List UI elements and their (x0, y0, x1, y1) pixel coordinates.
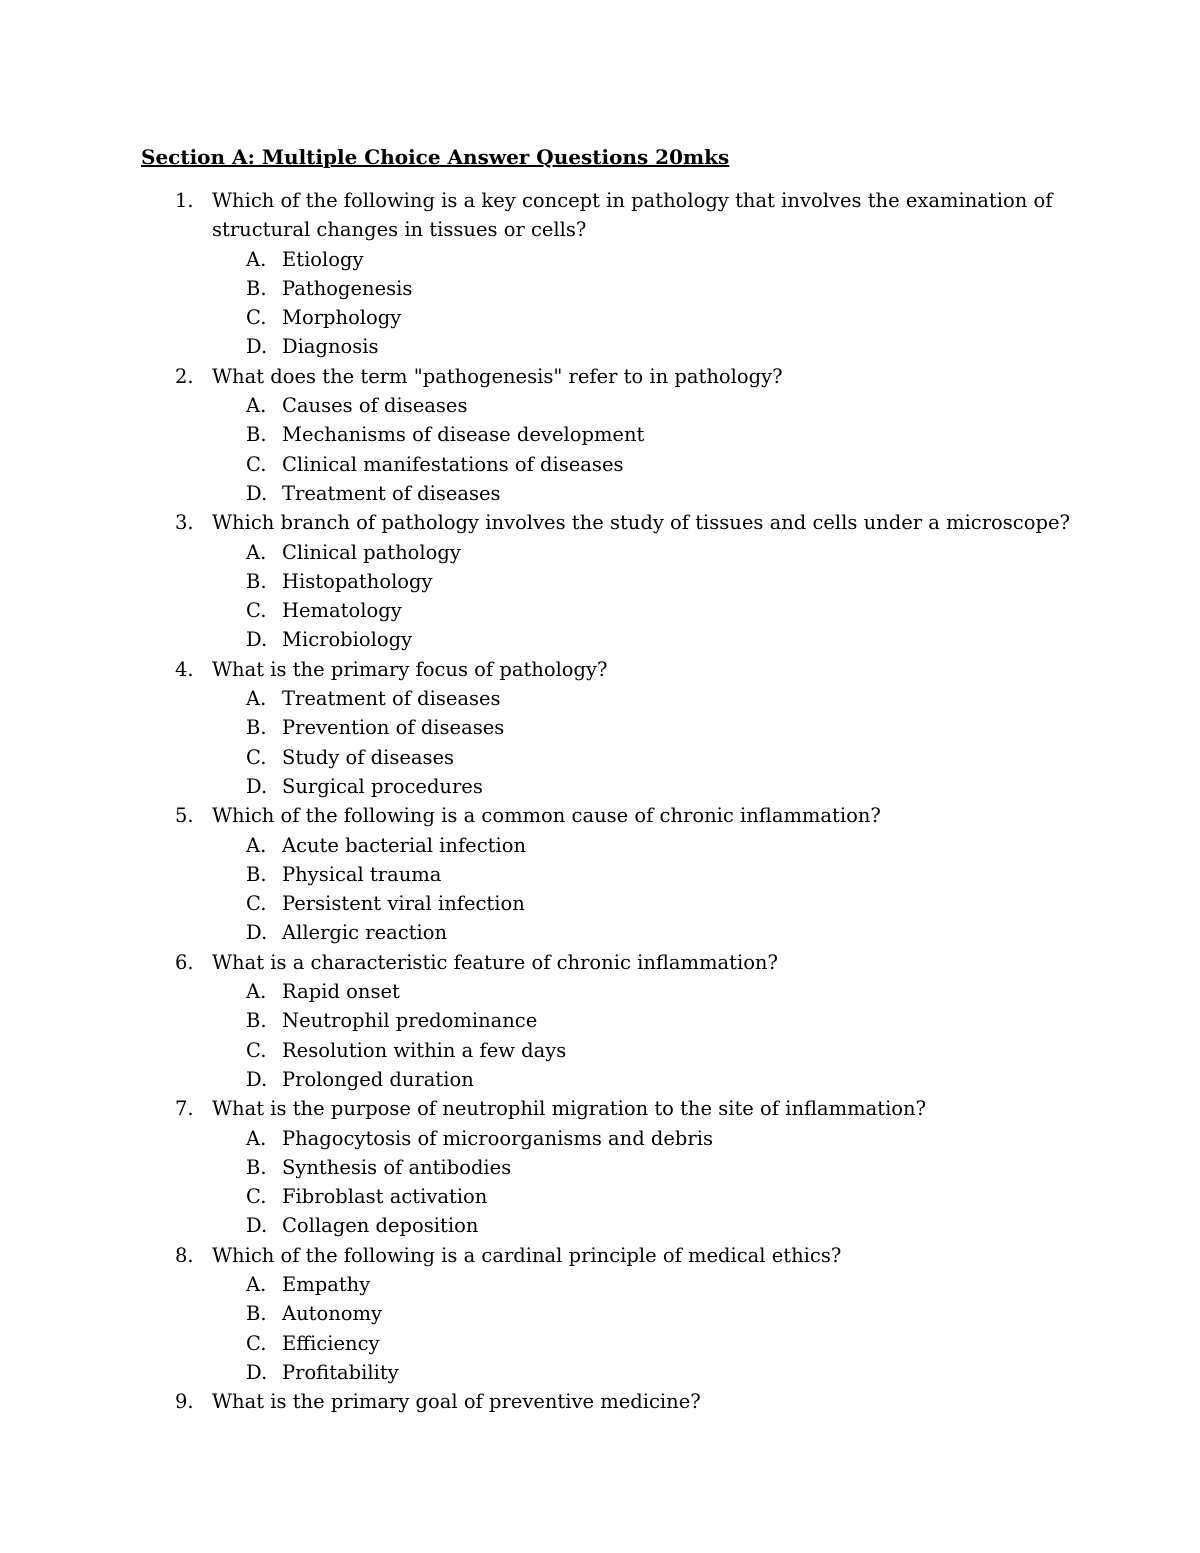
answer-option (0, 274, 1200, 303)
question-number: 7. (175, 1097, 194, 1121)
question-number: 8. (175, 1243, 194, 1267)
option-letter: D. (246, 628, 268, 652)
option-text: Clinical manifestations of diseases (282, 452, 624, 476)
option-letter: B. (246, 716, 267, 740)
question-number: 3. (175, 511, 194, 535)
answer-option (0, 1124, 1200, 1153)
option-text: Diagnosis (282, 335, 379, 359)
option-letter: C. (246, 745, 267, 769)
option-letter: C. (246, 892, 267, 916)
option-letter: A. (246, 980, 267, 1004)
option-text: Collagen deposition (282, 1214, 479, 1238)
answer-option (0, 831, 1200, 860)
question-item (0, 948, 1200, 1094)
option-text: Physical trauma (282, 862, 442, 886)
option-text: Etiology (282, 247, 364, 271)
question-text: Which of the following is a common cause of chronic inflammation? (212, 804, 881, 828)
option-letter: B. (246, 423, 267, 447)
option-letter: A. (246, 833, 267, 857)
question-line (0, 1241, 1200, 1270)
question-text: What is a characteristic feature of chronic inflammation? (212, 950, 778, 974)
question-line (0, 655, 1200, 684)
answer-option (0, 772, 1200, 801)
answer-option (0, 1358, 1200, 1387)
option-letter: A. (246, 1126, 267, 1150)
answer-option (0, 1211, 1200, 1240)
answer-option (0, 1065, 1200, 1094)
answer-option (0, 625, 1200, 654)
question-item (0, 1241, 1200, 1387)
question-text: What does the term "pathogenesis" refer to in pathology? (212, 364, 783, 388)
option-letter: A. (246, 247, 267, 271)
option-text: Acute bacterial infection (282, 833, 527, 857)
option-text: Prevention of diseases (282, 716, 505, 740)
option-text: Causes of diseases (282, 394, 468, 418)
option-text: Treatment of diseases (282, 481, 501, 505)
option-text: Autonomy (282, 1302, 383, 1326)
option-letter: A. (246, 394, 267, 418)
section-title: Section A: Multiple Choice Answer Questions 20mks (141, 145, 730, 169)
option-text: Neutrophil predominance (282, 1009, 538, 1033)
option-text: Clinical pathology (282, 540, 461, 564)
question-text: What is the purpose of neutrophil migration to the site of inflammation? (212, 1097, 927, 1121)
question-line (0, 1387, 1200, 1416)
question-line (0, 1094, 1200, 1123)
question-text: Which branch of pathology involves the study of tissues and cells under a microscope? (212, 511, 1070, 535)
option-text: Resolution within a few days (282, 1038, 567, 1062)
answer-option (0, 1006, 1200, 1035)
answer-option (0, 743, 1200, 772)
question-text: What is the primary focus of pathology? (212, 657, 608, 681)
option-text: Phagocytosis of microorganisms and debris (282, 1126, 713, 1150)
option-letter: C. (246, 306, 267, 330)
answer-option (0, 245, 1200, 274)
answer-option (0, 1153, 1200, 1182)
option-letter: B. (246, 569, 267, 593)
option-letter: B. (246, 276, 267, 300)
option-text: Microbiology (282, 628, 413, 652)
option-text: Synthesis of antibodies (282, 1155, 512, 1179)
option-letter: D. (246, 1067, 268, 1091)
question-item (0, 801, 1200, 947)
option-letter: C. (246, 1185, 267, 1209)
option-letter: D. (246, 335, 268, 359)
answer-option (0, 567, 1200, 596)
option-text: Morphology (282, 306, 402, 330)
question-line (0, 186, 1200, 215)
option-text: Profitability (282, 1360, 399, 1384)
option-letter: A. (246, 687, 267, 711)
question-text: What is the primary goal of preventive medicine? (212, 1390, 701, 1414)
answer-option (0, 538, 1200, 567)
answer-option (0, 1036, 1200, 1065)
question-text: structural changes in tissues or cells? (212, 218, 587, 242)
answer-option (0, 918, 1200, 947)
option-letter: D. (246, 1214, 268, 1238)
option-letter: D. (246, 921, 268, 945)
answer-option (0, 1182, 1200, 1211)
option-letter: C. (246, 1331, 267, 1355)
answer-option (0, 977, 1200, 1006)
answer-option (0, 332, 1200, 361)
question-item (0, 186, 1200, 362)
option-text: Study of diseases (282, 745, 455, 769)
question-line (0, 801, 1200, 830)
answer-option (0, 889, 1200, 918)
option-letter: C. (246, 599, 267, 623)
answer-option (0, 1329, 1200, 1358)
question-item (0, 655, 1200, 801)
answer-option (0, 684, 1200, 713)
option-letter: B. (246, 1302, 267, 1326)
option-text: Surgical procedures (282, 774, 483, 798)
option-letter: D. (246, 1360, 268, 1384)
option-text: Rapid onset (282, 980, 400, 1004)
answer-option (0, 1270, 1200, 1299)
option-text: Mechanisms of disease development (282, 423, 645, 447)
option-text: Histopathology (282, 569, 433, 593)
question-list (0, 186, 1200, 1416)
option-text: Empathy (282, 1272, 371, 1296)
option-text: Pathogenesis (282, 276, 413, 300)
question-item (0, 1387, 1200, 1416)
answer-option (0, 1299, 1200, 1328)
option-text: Hematology (282, 599, 402, 623)
question-item (0, 362, 1200, 508)
option-letter: B. (246, 1009, 267, 1033)
question-text: Which of the following is a key concept in pathology that involves the examination of (212, 189, 1053, 212)
answer-option (0, 391, 1200, 420)
answer-option (0, 450, 1200, 479)
option-letter: D. (246, 481, 268, 505)
question-number: 6. (175, 950, 194, 974)
question-number: 1. (175, 189, 194, 212)
option-text: Prolonged duration (282, 1067, 474, 1091)
question-line (0, 948, 1200, 977)
option-text: Allergic reaction (282, 921, 448, 945)
answer-option (0, 303, 1200, 332)
option-text: Persistent viral infection (282, 892, 525, 916)
question-number: 4. (175, 657, 194, 681)
answer-option (0, 420, 1200, 449)
answer-option (0, 860, 1200, 889)
question-number: 5. (175, 804, 194, 828)
question-line (0, 215, 1200, 244)
option-text: Treatment of diseases (282, 687, 501, 711)
question-item (0, 508, 1200, 654)
option-letter: B. (246, 1155, 267, 1179)
answer-option (0, 596, 1200, 625)
option-letter: D. (246, 774, 268, 798)
question-line (0, 362, 1200, 391)
answer-option (0, 713, 1200, 742)
option-text: Fibroblast activation (282, 1185, 488, 1209)
option-letter: A. (246, 1272, 267, 1296)
option-letter: C. (246, 452, 267, 476)
option-letter: C. (246, 1038, 267, 1062)
option-letter: A. (246, 540, 267, 564)
question-number: 2. (175, 364, 194, 388)
question-item (0, 1094, 1200, 1240)
option-letter: B. (246, 862, 267, 886)
answer-option (0, 479, 1200, 508)
question-text: Which of the following is a cardinal principle of medical ethics? (212, 1243, 842, 1267)
question-line (0, 508, 1200, 537)
question-number: 9. (175, 1390, 194, 1414)
option-text: Efficiency (282, 1331, 380, 1355)
